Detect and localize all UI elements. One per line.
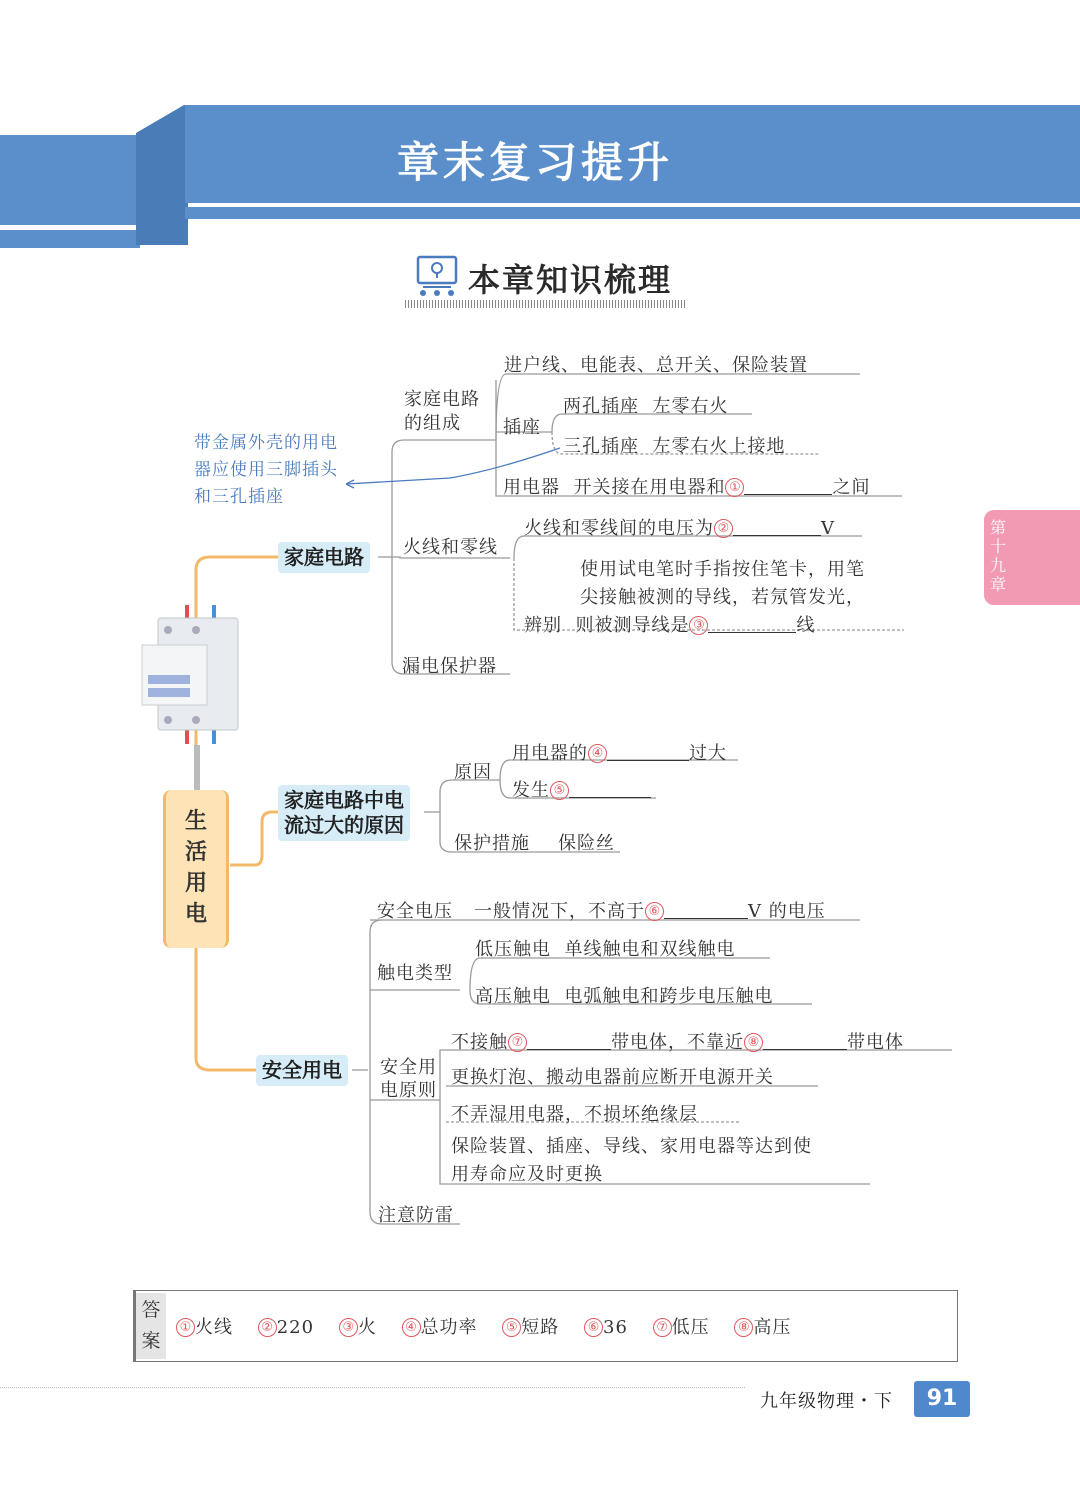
principle-4-l1: 保险装置、插座、导线、家用电器等达到使: [451, 1136, 812, 1157]
answer-marker: ①: [176, 1318, 195, 1337]
node-safe-voltage: 安全电压: [377, 901, 453, 922]
two-hole-label: 两孔插座: [563, 396, 639, 417]
root-label: 生活用电: [184, 809, 207, 927]
answer-marker: ⑥: [584, 1318, 603, 1337]
three-hole-label: 三孔插座: [563, 436, 639, 457]
answer-label-1: 答: [141, 1299, 161, 1321]
answer-text: 总功率: [420, 1317, 478, 1338]
node-electrical-safety: 安全用电: [256, 1055, 348, 1086]
fuse: 保险丝: [558, 833, 615, 854]
high-voltage-desc: 电弧触电和跨步电压触电: [564, 986, 774, 1007]
three-hole-socket: [563, 432, 785, 458]
two-hole-rule: 左零右火: [652, 396, 729, 417]
node-home-circuit: 家庭电路: [278, 542, 370, 573]
side-note-line: 器应使用三脚插头: [194, 460, 338, 480]
side-note: [194, 430, 338, 511]
footer-divider: [0, 1387, 745, 1388]
cause-short: [512, 776, 651, 802]
low-voltage-desc: 单线触电和双线触电: [564, 939, 736, 960]
high-voltage-shock: [475, 982, 773, 1008]
node-leakage-protector: 漏电保护器: [402, 656, 497, 677]
blank-1[interactable]: [744, 479, 832, 495]
marker-5: ⑤: [550, 781, 569, 800]
appliance-label: 用电器: [503, 477, 560, 498]
node-overcurrent: [278, 785, 410, 841]
node-lightning: 注意防雷: [378, 1205, 454, 1226]
cause-short-text: 发生: [512, 780, 550, 801]
answer-text: 火线: [195, 1317, 233, 1338]
principle-1-c: 带电体: [847, 1032, 904, 1053]
principle-2: 更换灯泡、搬动电器前应断开电源开关: [451, 1067, 774, 1088]
blank-4[interactable]: [607, 745, 689, 761]
marker-2: ②: [714, 519, 733, 538]
section-title: 本章知识梳理: [468, 261, 673, 299]
safe-voltage-desc: [474, 897, 826, 923]
blank-5[interactable]: [569, 782, 651, 798]
answer-item: [176, 1317, 233, 1338]
voltage-statement: [524, 514, 835, 540]
test-pen-end: 线: [796, 615, 816, 636]
blank-8[interactable]: [763, 1034, 847, 1050]
node-overcurrent-l1: 家庭电路中电: [284, 788, 404, 812]
answer-item: [339, 1317, 377, 1338]
principle-4: [451, 1133, 812, 1189]
marker-1: ①: [725, 478, 744, 497]
page-title: 章末复习提升: [396, 138, 673, 187]
answer-text: 220: [276, 1317, 315, 1338]
high-voltage-label: 高压触电: [475, 986, 551, 1007]
answer-item: [402, 1317, 478, 1338]
circuit-breaker-illustration: [142, 605, 238, 790]
answer-text: 火: [357, 1317, 377, 1338]
test-pen-line-1: 使用试电笔时手指按住笔卡，用笔: [580, 559, 865, 580]
answer-item: [653, 1317, 710, 1338]
node-shock-types: 触电类型: [377, 963, 453, 984]
principle-1-a: 不接触: [451, 1032, 508, 1053]
cause-power: [512, 739, 727, 765]
low-voltage-shock: [475, 935, 735, 961]
node-live-neutral: 火线和零线: [403, 537, 498, 558]
marker-7: ⑦: [508, 1033, 527, 1052]
marker-8: ⑧: [744, 1033, 763, 1052]
answer-label-2: 案: [141, 1330, 161, 1352]
safe-voltage-end: V 的电压: [748, 901, 826, 922]
node-composition-l2: 的组成: [404, 413, 461, 434]
test-pen-text: 则被测导线是: [575, 615, 690, 636]
node-principles-l1: 安全用: [380, 1057, 437, 1078]
test-pen-line-3: [524, 611, 815, 637]
answer-text: 36: [603, 1317, 628, 1338]
marker-3: ③: [689, 616, 708, 635]
node-composition-l1: 家庭电路: [404, 389, 480, 410]
appliance-end: 之间: [832, 477, 871, 498]
two-hole-socket: [563, 392, 728, 418]
answer-text: 高压: [753, 1317, 792, 1338]
answer-text: 低压: [671, 1317, 710, 1338]
safe-voltage-text: 一般情况下，不高于: [474, 901, 645, 922]
side-note-line: 和三孔插座: [194, 487, 284, 507]
identify-label: 辨别: [524, 615, 562, 636]
answer-item: [734, 1317, 791, 1338]
node-protection: 保护措施: [454, 833, 530, 854]
principle-1-b: 带电体，不靠近: [611, 1032, 744, 1053]
answer-marker: ④: [402, 1318, 421, 1337]
answer-label: [136, 1293, 166, 1359]
cause-power-end: 过大: [689, 743, 727, 764]
blank-6[interactable]: [664, 903, 748, 919]
three-hole-rule: 左零右火上接地: [652, 436, 786, 457]
node-safety-principles: [380, 1056, 437, 1102]
appliance-switch: [503, 473, 870, 499]
entry-devices: 进户线、电能表、总开关、保险装置: [504, 355, 808, 376]
marker-4: ④: [588, 744, 607, 763]
answer-item: [584, 1317, 628, 1338]
blank-3[interactable]: [708, 617, 796, 633]
test-pen-line-2: 尖接触被测的导线，若氖管发光，: [580, 587, 865, 608]
answer-marker: ②: [258, 1318, 277, 1337]
answer-marker: ③: [339, 1318, 358, 1337]
answer-marker: ⑤: [502, 1318, 521, 1337]
voltage-unit: V: [821, 518, 835, 539]
footer-book-title: 九年级物理・下: [760, 1391, 893, 1412]
principle-3: 不弄湿用电器，不损坏绝缘层: [451, 1104, 698, 1125]
node-overcurrent-l2: 流过大的原因: [284, 813, 404, 837]
answer-list: [176, 1313, 791, 1339]
voltage-text: 火线和零线间的电压为: [524, 518, 714, 539]
marker-6: ⑥: [645, 902, 664, 921]
node-principles-l2: 电原则: [380, 1080, 437, 1101]
blank-7[interactable]: [527, 1034, 611, 1050]
low-voltage-label: 低压触电: [475, 939, 551, 960]
blank-2[interactable]: [733, 520, 821, 536]
principle-4-l2: 用寿命应及时更换: [451, 1164, 603, 1185]
answer-item: [258, 1317, 314, 1338]
cause-power-text: 用电器的: [512, 743, 588, 764]
answer-marker: ⑦: [653, 1318, 672, 1337]
page-number: 91: [914, 1381, 970, 1417]
answer-item: [502, 1317, 559, 1338]
answer-marker: ⑧: [734, 1318, 753, 1337]
node-socket: 插座: [503, 417, 541, 438]
chapter-tab-label: 第十九章: [990, 518, 1007, 594]
principle-1: [451, 1028, 904, 1054]
node-composition: [404, 388, 480, 436]
answer-text: 短路: [521, 1317, 560, 1338]
node-cause: 原因: [454, 762, 492, 783]
side-note-line: 带金属外壳的用电: [194, 433, 338, 453]
appliance-rule: 开关接在用电器和: [573, 477, 726, 498]
